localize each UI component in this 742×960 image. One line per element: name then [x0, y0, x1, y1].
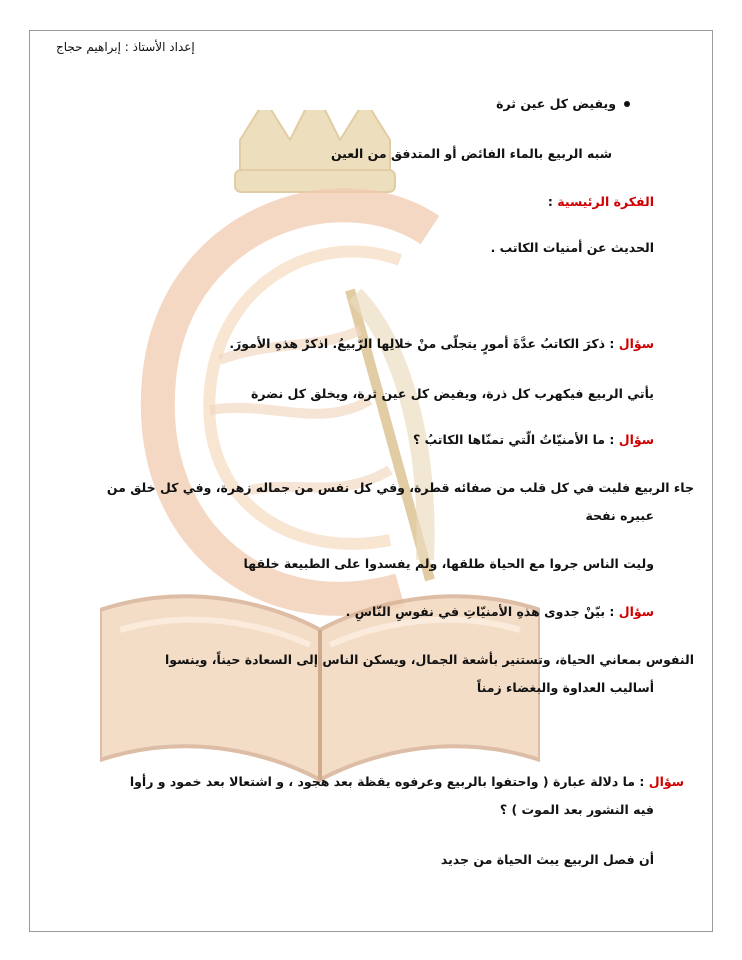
main-idea-answer: الحديث عن أمنيات الكاتب . [490, 240, 654, 255]
answer-1: يأتي الربيع فيكهرب كل ذرة، ويفيض كل عين ثرة، ويخلق كل نضرة [251, 386, 654, 401]
bullet-text: ويفيض كل عين ثرة [496, 96, 616, 111]
question-3 [346, 604, 654, 619]
answer-3-line-2: أساليب العداوة والبغضاء زمناً [476, 680, 654, 695]
bullet-dot-icon [624, 101, 630, 107]
question-4-text: : ما دلالة عبارة ( واحتفوا بالربيع وعرفوه يقظة بعد هجود ، و اشتعالا بعد خمود و رأوا [129, 774, 649, 789]
answer-4: أن فصل الربيع يبث الحياة من جديد [440, 852, 654, 867]
crown-book-watermark-icon [100, 110, 540, 800]
question-2-label: سؤال [618, 432, 654, 447]
question-2-text: : ما الأمنيّاتُ الّتي تمنّاها الكاتبُ ؟ [412, 432, 619, 447]
question-1-text: : ذكرَ الكاتبُ عدَّةَ أمورٍ يتجلّى منْ خلالِها الرّبيعُ. اذكرْ هذهِ الأمورَ. [229, 336, 619, 351]
answer-2-line-1: جاء الربيع فليت في كل قلب من صفائه قطرة، وفي كل نفس من جماله زهرة، وفي كل خلق من [106, 480, 694, 495]
question-3-label: سؤال [618, 604, 654, 619]
answer-3-line-1: النفوس بمعاني الحياة، وتستنير بأشعة الجمال، ويسكن الناس إلى السعادة حيناً، وينسوا [165, 652, 694, 667]
explanation-line: شبه الربيع بالماء الفائض أو المتدفق من العين [330, 146, 612, 161]
question-2 [413, 432, 654, 447]
main-idea-sep: : [547, 194, 558, 209]
question-1 [229, 336, 654, 351]
question-4-line-2: فيه النشور بعد الموت ) ؟ [499, 802, 654, 817]
question-1-label: سؤال [618, 336, 654, 351]
question-4-line-1 [130, 774, 684, 789]
question-4-label: سؤال [648, 774, 684, 789]
question-3-text: : بيّنْ جدوى هذهِ الأمنيّاتِ في نفوسِ النّاسِ . [345, 604, 619, 619]
answer-2b: وليت الناس جروا مع الحياة طلقها، ولم يفسدوا على الطبيعة خلقها [243, 556, 654, 571]
main-idea-label: الفكرة الرئيسية [557, 194, 654, 209]
header-author: إعداد الأستاذ : إبراهيم حجاج [56, 40, 195, 54]
main-idea-heading [548, 194, 654, 209]
answer-2-line-2: عبيره نفحة [585, 508, 654, 523]
